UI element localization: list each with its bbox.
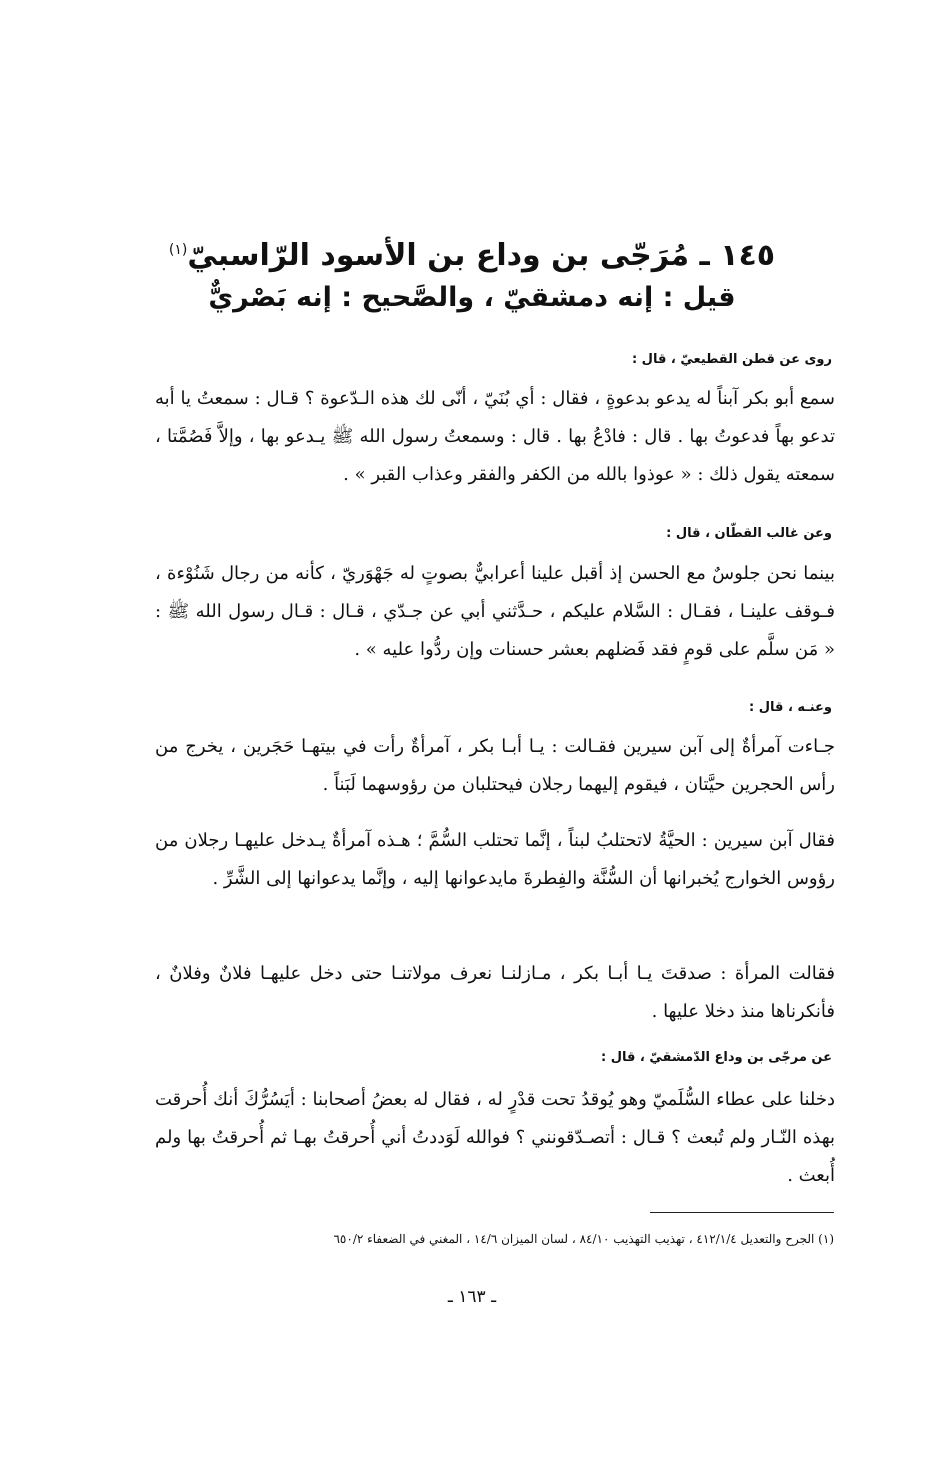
entry-title-text: ١٤٥ ـ مُرَجّى بن وداع بن الأسود الرّاسبيّ [187, 238, 776, 273]
entry-title [140, 228, 804, 278]
narration-source-1: روى عن قطن القطيعيّ ، قال : [631, 352, 832, 367]
footnote-divider [650, 1212, 834, 1213]
title-footnote-ref: (١) [168, 242, 188, 258]
narration-source-4: عن مرجّى بن وداع الدّمشقيّ ، قال : [600, 1050, 832, 1065]
narration-paragraph-3b: فقال آبن سيرين : الحيَّةُ لاتحتلبُ لبناً ، إنَّما تحتلب السُّمَّ ؛ هـذه آمرأةٌ يـدخل عليهـا رجلان من رؤوس الخوارج يُخبرانها أن السُّنَّة والفِطرةَ مايدعوانها إليه ، وإنَّما يدعوانها إلى الشَّرِّ . [155, 830, 835, 889]
entry-subtitle: قيل : إنه دمشقيّ ، والصَّحيح : إنه بَصْريٌّ [208, 282, 736, 313]
narration-source-2: وعن غالب القطّان ، قال : [666, 526, 832, 541]
narration-paragraph-3a: جـاءت آمرأةٌ إلى آبن سيرين فقـالت : يـا أبـا بكر ، آمرأةٌ رأت في بيتهـا حَجَرين ، يخرج من رأس الحجرين حيَّتان ، فيقوم إليهما رجلان فيحتلبان من رؤوسهما لَبَناً . [155, 736, 835, 795]
narration-paragraph-2: بينما نحن جلوسٌ مع الحسن إذ أقبل علينا أعرابيٌّ بصوتٍ له جَهْوَريّ ، كأنه من رجال شَنُوْءة ، فـوقف علينـا ، فقـال : السَّلام عليكم ، حـدَّثني أبي عن جـدّي ، قـال : قـال رسول الله ﷺ : « مَن سلَّم على قومٍ فقد فَضلهم بعشر حسنات وإن ردُّوا عليه » . [155, 563, 835, 660]
narration-paragraph-3c: فقالت المرأة : صدقتَ يـا أبـا بكر ، مـازلنـا نعرف مولاتنـا حتى دخل عليهـا فلانٌ وفلانٌ ، فأنكرناها منذ دخلا عليها . [155, 963, 835, 1022]
narration-paragraph-4: دخلنا على عطاء السُّلَميّ وهو يُوقدُ تحت قدْرٍ له ، فقال له بعضُ أصحابنا : أيَسُرُّكَ أنك أُحرقت بهذه النّـار ولم تُبعث ؟ قـال : أتصـدّقونني ؟ فوالله لَوَددتُ أني أُحرقتُ بهـا ثم أُحرقتُ بها ولم أُبعث . [155, 1089, 835, 1186]
footnote: (١) الجرح والتعديل ٤١٢/١/٤ ، تهذيب التهذيب ٨٤/١٠ ، لسان الميزان ١٤/٦ ، المغني في الضعفاء ٦٥٠/٢ [333, 1232, 834, 1246]
page-number: ـ ١٦٣ ـ [447, 1287, 497, 1307]
narration-source-3: وعنـه ، قال : [749, 700, 832, 715]
narration-paragraph-1: سمع أبو بكر آبناً له يدعو بدعوةٍ ، فقال : أي بُنَيّ ، أنّى لك هذه الـدّعوة ؟ قـال : سمعتُ يا أبه تدعو بهاً فدعوتُ بها . قال : فادْعُ بها . قال : وسمعتُ رسول الله ﷺ يـدعو بها ، وإلاَّ فَصُمَّتا ، سمعته يقول ذلك : « عوذوا بالله من الكفر والفقر وعذاب القبر » . [155, 388, 835, 485]
